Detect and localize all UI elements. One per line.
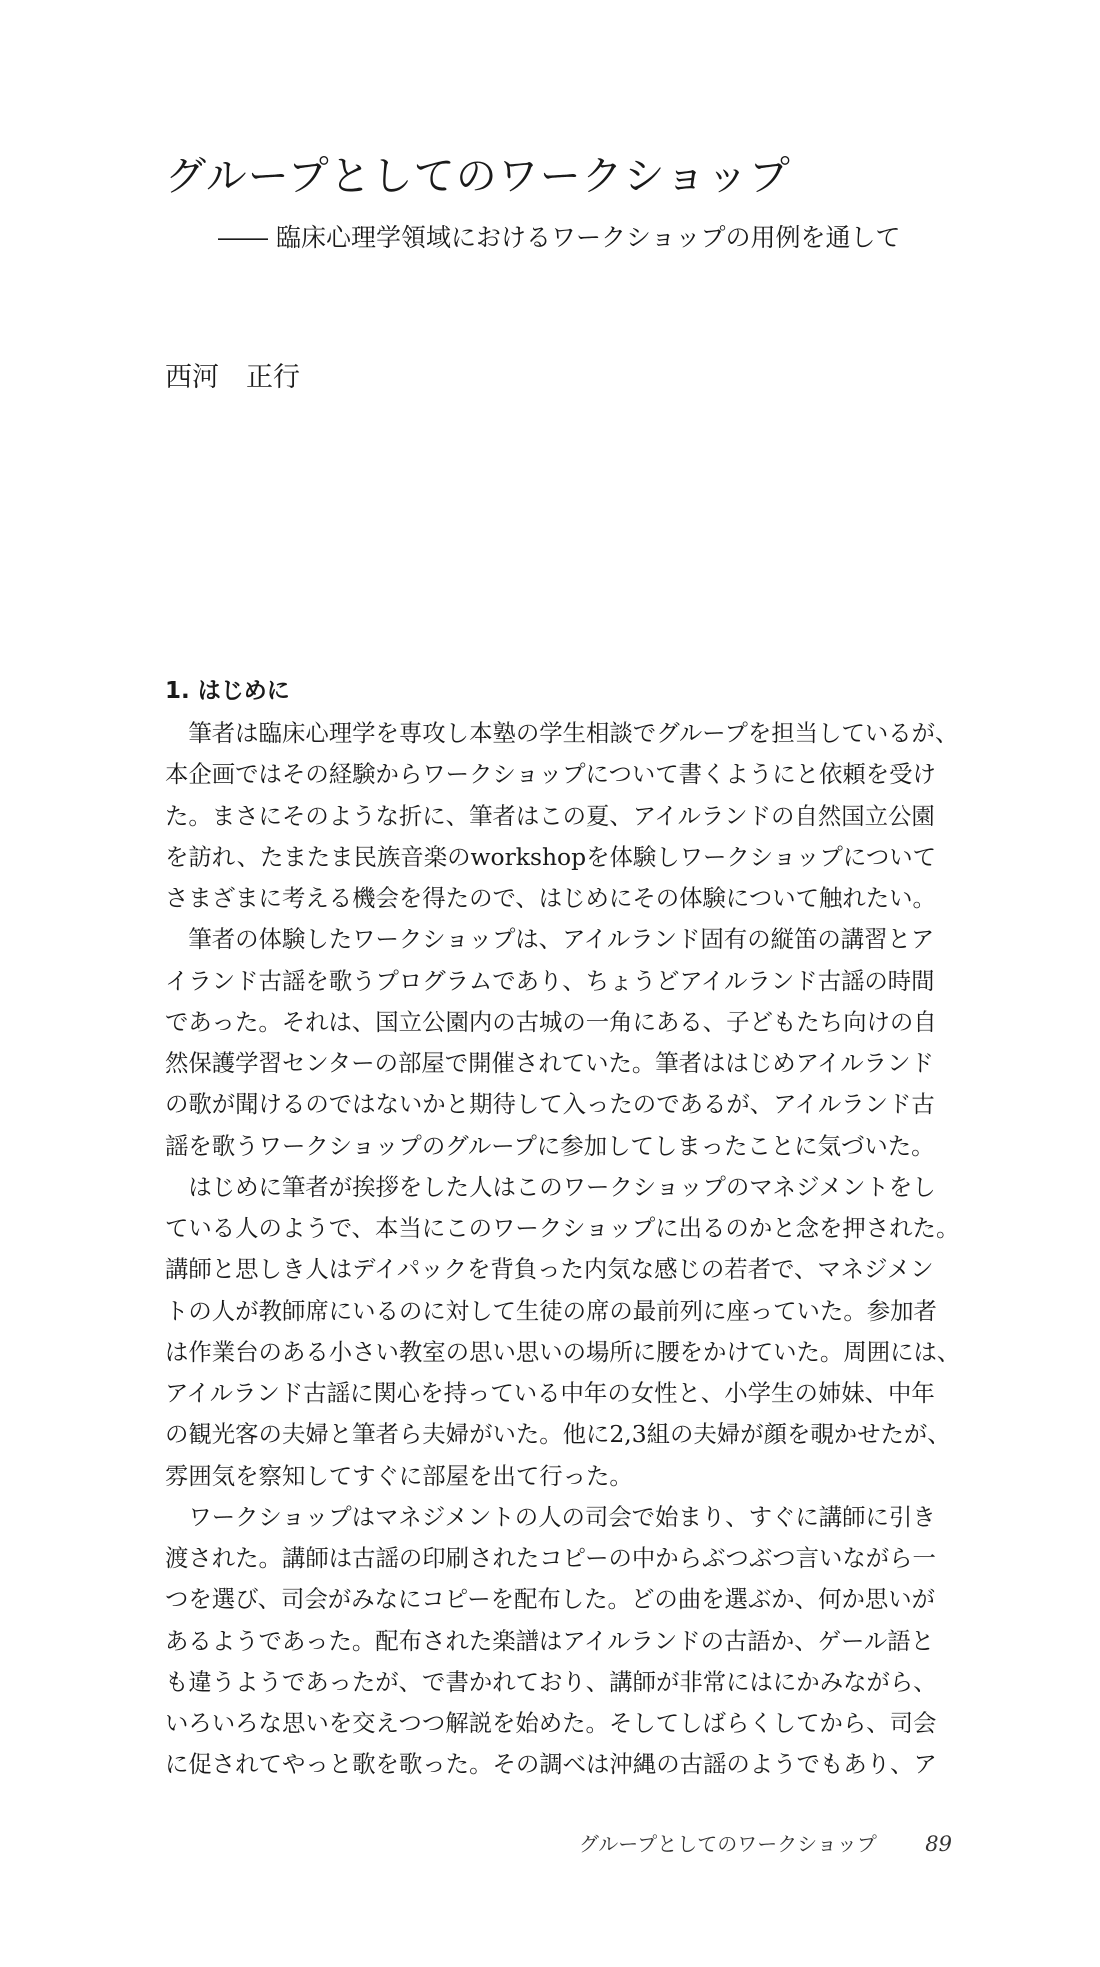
body-line: 筆者は臨床心理学を専攻し本塾の学生相談でグループを担当しているが、 — [165, 719, 959, 747]
body-line: 雰囲気を察知してすぐに部屋を出て行った。 — [165, 1461, 633, 1490]
body-line: はじめに筆者が挨拶をした人はこのワークショップのマネジメントをし — [165, 1172, 936, 1201]
article-title: グループとしてのワークショップ — [165, 152, 791, 200]
body-line: イランド古謡を歌うプログラムであり、ちょうどアイルランド古謡の時間 — [165, 966, 935, 995]
body-line: 渡された。講師は古謡の印刷されたコピーの中からぶつぶつ言いながら一 — [165, 1544, 936, 1572]
body-line: ている人のようで、本当にこのワークショップに出るのかと念を押された。 — [165, 1214, 960, 1242]
body-line: あるようであった。配布された楽譜はアイルランドの古語か、ゲール語と — [165, 1626, 935, 1655]
body-line: トの人が教師席にいるのに対して生徒の席の最前列に座っていた。参加者 — [165, 1296, 937, 1325]
body-line: ワークショップはマネジメントの人の司会で始まり、すぐに講師に引き — [165, 1502, 936, 1531]
body-line: 筆者の体験したワークショップは、アイルランド固有の縦笛の講習とア — [165, 925, 935, 954]
body-line: であった。それは、国立公園内の古城の一角にある、子どもたち向けの自 — [165, 1007, 937, 1036]
body-line: を訪れ、たまたま民族音楽のworkshopを体験しワークショップについて — [165, 842, 936, 871]
body-text — [165, 713, 961, 1786]
section-heading: 1. はじめに — [165, 678, 290, 704]
body-line: さまざまに考える機会を得たので、はじめにその体験について触れたい。 — [165, 884, 936, 912]
body-line: に促されてやっと歌を歌った。その調べは沖縄の古謡のようでもあり、ア — [165, 1750, 937, 1779]
body-line: た。まさにそのような折に、筆者はこの夏、アイルランドの自然国立公園 — [165, 801, 935, 830]
body-line: つを選び、司会がみなにコピーを配布した。どの曲を選ぶか、何か思いが — [165, 1585, 936, 1614]
body-line: 本企画ではその経験からワークショップについて書くようにと依頼を受け — [165, 760, 936, 789]
article-subtitle: ―― 臨床心理学領域におけるワークショップの用例を通して — [218, 223, 901, 252]
author-name: 西河 正行 — [165, 362, 300, 393]
body-line: の観光客の夫婦と筆者ら夫婦がいた。他に2,3組の夫婦が顔を覗かせたが、 — [165, 1420, 951, 1449]
body-line: 講師と思しき人はデイパックを背負った内気な感じの若者で、マネジメン — [165, 1255, 934, 1284]
body-line: 謡を歌うワークショップのグループに参加してしまったことに気づいた。 — [165, 1131, 935, 1160]
running-title: グループとしてのワークショップ — [578, 1832, 877, 1856]
body-line: いろいろな思いを交えつつ解説を始めた。そしてしばらくしてから、司会 — [165, 1709, 937, 1737]
body-line: は作業台のある小さい教室の思い思いの場所に腰をかけていた。周囲には、 — [165, 1337, 961, 1366]
page-number: 89 — [925, 1832, 952, 1856]
body-line: アイルランド古謡に関心を持っている中年の女性と、小学生の姉妹、中年 — [165, 1379, 935, 1407]
body-line: も違うようであったが、で書かれており、講師が非常にはにかみながら、 — [165, 1667, 937, 1696]
page-footer — [579, 1828, 952, 1857]
body-line: 然保護学習センターの部屋で開催されていた。筆者ははじめアイルランド — [165, 1049, 934, 1077]
body-line: の歌が聞けるのではないかと期待して入ったのであるが、アイルランド古 — [165, 1090, 935, 1119]
